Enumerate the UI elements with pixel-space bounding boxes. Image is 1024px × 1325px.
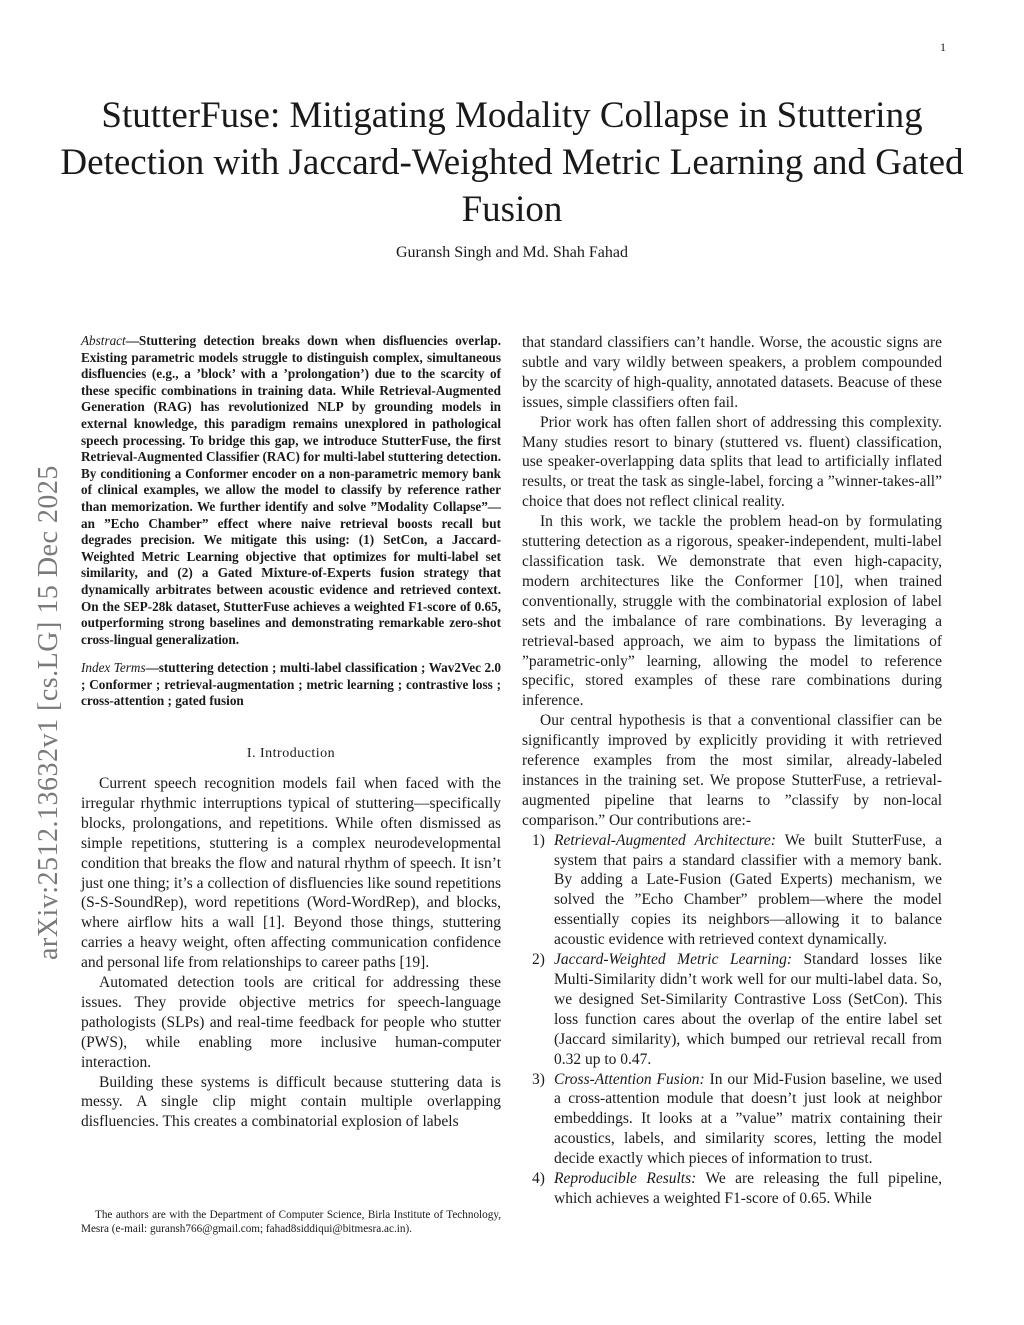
contribution-text: In our Mid-Fusion baseline, we used a cross-attention module that doesn’t just look at neighbor embeddings. It looks at a ”value” matrix containing their acoustics, labels, and similarity scores, letting the model decide exactly which pieces of information to trust.: [554, 1070, 943, 1168]
index-terms: [81, 660, 501, 710]
author-footnote: [81, 1208, 501, 1236]
right-paragraph-4: Our central hypothesis is that a conventional classifier can be significantly improved by explicitly providing it with retrieved reference examples from the most similar, already-labeled instances in the training set. We propose StutterFuse, a retrieval-augmented pipeline that learns to ”classify by non-local comparison.” Our contributions are:-: [522, 712, 942, 829]
intro-paragraph-3: Building these systems is difficult because stuttering data is messy. A single clip might contain multiple overlapping disfluencies. This creates a combinatorial explosion of labels: [81, 1073, 501, 1131]
right-paragraph-1: that standard classifiers can’t handle. Worse, the acoustic signs are subtle and vary wildly between speakers, a problem compounded by the scarcity of high-quality, annotated datasets. Beacuse of these issues, simple classifiers often fail.: [522, 334, 942, 411]
intro-paragraph-2: Automated detection tools are critical for addressing these issues. They provide objective metrics for speech-language pathologists (SLPs) and real-time feedback for people who stutter (PWS), while enabling more inclusive human-computer interaction.: [81, 974, 501, 1071]
section-heading-introduction: I. Introduction: [246, 746, 336, 762]
page-number: 1: [940, 40, 946, 54]
right-paragraph-3: In this work, we tackle the problem head-on by formulating stuttering detection as a rigorous, speaker-independent, multi-label classification task. We demonstrate that even high-capacity, modern architectures like the Conformer [10], when trained conventionally, struggle with the combinatorial explosion of label sets and the imbalance of rare combinations. By leveraging a retrieval-based approach, we aim to bypass the limitations of ”parametric-only” learning, allowing the model to reference specific, stored examples of these rare combinations during inference.: [522, 513, 942, 710]
right-column: [522, 333, 942, 1209]
index-terms-body: —stuttering detection ; multi-label classification ; Wav2Vec 2.0 ; Conformer ; retrieval-augmentation ; metric learning ; contrastive loss ; cross-attention ; gated fusion: [81, 660, 501, 709]
abstract-lead: Abstract: [81, 333, 126, 348]
contribution-text: We built StutterFuse, a system that pairs a standard classifier with a memory bank. By adding a Late-Fusion (Gated Experts) mechanism, we solved the ”Echo Chamber” problem—where the model essentially copies its neighbors—allowing it to balance acoustic evidence with retrieved context dynamically.: [554, 831, 942, 949]
contribution-title: Retrieval-Augmented Architecture:: [554, 831, 776, 849]
contributions-list: [522, 831, 942, 1209]
contribution-item: [522, 1169, 942, 1209]
paper-authors: Guransh Singh and Md. Shah Fahad: [396, 244, 628, 261]
right-paragraph-2: Prior work has often fallen short of addressing this complexity. Many studies resort to binary (stuttered vs. fluent) classification, use speaker-overlapping data splits that lead to artificially inflated results, or treat the task as single-label, forcing a ”winner-takes-all” choice that does not reflect clinical reality.: [522, 413, 942, 511]
index-terms-lead: Index Terms: [81, 660, 146, 676]
contribution-number: 1): [532, 831, 545, 849]
contribution-title: Cross-Attention Fusion:: [554, 1070, 705, 1088]
contribution-item: [522, 831, 942, 950]
intro-paragraph-1: Current speech recognition models fail when faced with the irregular rhythmic interruptions typical of stuttering—specifically blocks, prolongations, and repetitions. While often dismissed as simple repetitions, stuttering is a complex neurodevelopmental condition that breaks the flow and natural rhythm of speech. It isn’t just one thing; it’s a collection of disfluencies like sound repetitions (S-S-SoundRep), word repetitions (Word-WordRep), and blocks, where airflow hits a wall [1]. Beyond those things, stuttering carries a heavy weight, often affecting communication confidence and personal life from relationships to career paths [19].: [81, 774, 501, 972]
contribution-number: 2): [532, 951, 545, 969]
contribution-title: Reproducible Results:: [554, 1170, 697, 1188]
paper-title: StutterFuse: Mitigating Modality Collapse in Stuttering Detection with Jaccard-Weighted Metric Learning and Gated Fusion: [60, 95, 964, 230]
contribution-number: 3): [532, 1070, 545, 1088]
contribution-text: Standard losses like Multi-Similarity didn’t work well for our multi-label data. So, we designed Set-Similarity Contrastive Loss (SetCon). This loss function cares about the overlap of the entire label set (Jaccard similarity), which bumped our retrieval recall from 0.32 up to 0.47.: [554, 951, 943, 1068]
abstract: [81, 333, 501, 648]
contribution-title: Jaccard-Weighted Metric Learning:: [554, 951, 793, 969]
abstract-body: —Stuttering detection breaks down when disfluencies overlap. Existing parametric models struggle to distinguish complex, simultaneous disfluencies (e.g., a ’block’ with a ’prolongation’) due to the scarcity of these specific combinations in training data. While Retrieval-Augmented Generation (RAG) has revolutionized NLP by grounding models in external knowledge, this paradigm remains unexplored in pathological speech processing. To bridge this gap, we introduce StutterFuse, the first Retrieval-Augmented Classifier (RAC) for multi-label stuttering detection. By conditioning a Conformer encoder on a non-parametric memory bank of clinical examples, we allow the model to classify by reference rather than memorization. We further identify and solve ”Modality Collapse”—an ”Echo Chamber” effect where naive retrieval boosts recall but degrades precision. We mitigate this using: (1) SetCon, a Jaccard-Weighted Metric Learning objective that optimizes for multi-label set similarity, and (2) a Gated Mixture-of-Experts fusion strategy that dynamically arbitrates between acoustic evidence and retrieved context. On the SEP-28k dataset, StutterFuse achieves a weighted F1-score of 0.65, outperforming strong baselines and demonstrating remarkable zero-shot cross-lingual generalization.: [81, 333, 501, 647]
arxiv-stamp: arXiv:2512.13632v1 [cs.LG] 15 Dec 2025: [33, 465, 64, 960]
footnote-text: The authors are with the Department of Computer Science, Birla Institute of Technology, Mesra (e-mail: guransh766@gmail.com; fahad8siddiqui@bitmesra.ac.in).: [81, 1209, 501, 1235]
contribution-item: [522, 950, 942, 1069]
contribution-number: 4): [532, 1170, 545, 1188]
left-column: [81, 333, 501, 1132]
contribution-text: We are releasing the full pipeline, which achieves a weighted F1-score of 0.65. While: [554, 1170, 942, 1207]
contribution-item: [522, 1070, 942, 1170]
